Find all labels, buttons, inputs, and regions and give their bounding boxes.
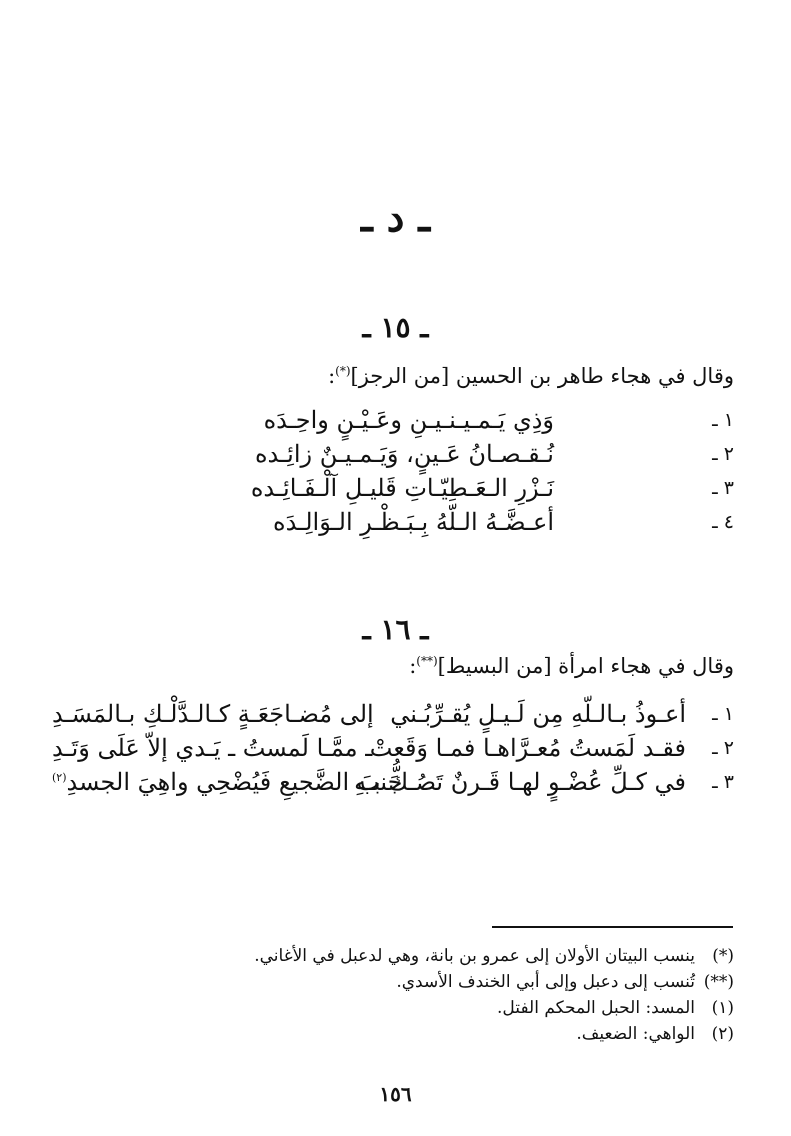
footnote-ref: (**) bbox=[416, 654, 438, 668]
poem-16-verses bbox=[0, 700, 791, 802]
verse-number: ٢ ـ bbox=[712, 737, 734, 759]
footnote-ref: (٢) bbox=[52, 771, 67, 784]
verse-first-hemistich: فقـد لَمَستُ مُعـرَّاهـا فمـا وَقَعتْ bbox=[369, 734, 686, 762]
verse-row bbox=[0, 700, 791, 734]
verse-second-hemistich bbox=[52, 734, 372, 762]
verse-row bbox=[0, 734, 791, 768]
footnote bbox=[0, 972, 791, 998]
footnote-mark: (١) bbox=[711, 998, 734, 1018]
verse-text: نَـزْرِ الـعَـطِيّـاتِ قَليـلِ آلْـفَـائِـده bbox=[250, 474, 554, 502]
footnote-ref: (*) bbox=[335, 364, 351, 378]
intro-text: وقال في هجاء طاهر بن الحسين [من الرجز] bbox=[350, 364, 734, 388]
verse-row bbox=[0, 440, 791, 474]
verse-row bbox=[0, 474, 791, 508]
verse-number: ١ ـ bbox=[712, 409, 734, 431]
verse-text: أعـضَّـهُ الـلّهُ بِـبَـظْـرِ الـوَالِـدَه bbox=[273, 508, 554, 536]
footnote-mark: (**) bbox=[703, 972, 734, 992]
poem-15-intro bbox=[328, 364, 734, 389]
footnote-text: المسد: الحبل المحكم الفتل. bbox=[497, 998, 695, 1018]
intro-colon: : bbox=[328, 364, 336, 388]
poem-16-intro bbox=[409, 654, 734, 679]
intro-colon: : bbox=[409, 654, 417, 678]
footnote-text: ينسب البيتان الأولان إلى عمرو بن بانة، وهي لدعبل في الأغاني. bbox=[254, 946, 695, 966]
verse-row bbox=[0, 406, 791, 440]
page-number: ١٥٦ bbox=[379, 1082, 412, 1106]
hemistich-text: ـ ممَّـا لَمستُ ـ يَـدي إلاّ عَلَى وَتَـدِ bbox=[52, 734, 373, 762]
verse-number: ١ ـ bbox=[712, 703, 734, 725]
footnote-mark: (٢) bbox=[711, 1024, 734, 1044]
verse-second-hemistich bbox=[52, 768, 402, 796]
verse-number: ٢ ـ bbox=[712, 443, 734, 465]
verse-row bbox=[0, 768, 791, 802]
verse-text: نُـقـصـانُ عَـينٍ، وَيَـمـيـنٌ زائِـده bbox=[254, 440, 554, 468]
poem-number-15: ـ ١٥ ـ bbox=[362, 311, 429, 344]
footnote-separator bbox=[492, 926, 733, 928]
footnote bbox=[0, 946, 791, 972]
footnote bbox=[0, 1024, 791, 1050]
footnotes bbox=[0, 946, 791, 1050]
hemistich-text: جَنبَ الضَّجيعِ فَيُضْحِي واهِيَ الجسدِ bbox=[66, 768, 403, 796]
verse-number: ٣ ـ bbox=[712, 477, 734, 499]
poem-15-verses bbox=[0, 406, 791, 542]
verse-text: وَذِي يَـمـيـنـيـنِ وعَـيْـنٍ واحِـدَه bbox=[263, 406, 554, 434]
footnote-text: تُنسب إلى دعبل وإلى أبي الخندف الأسدي. bbox=[396, 972, 695, 992]
verse-second-hemistich bbox=[52, 700, 374, 728]
verse-first-hemistich: أعـوذُ بـالـلّهِ مِن لَـيـلٍ يُقـرِّبُـني bbox=[390, 700, 686, 728]
footnote bbox=[0, 998, 791, 1024]
intro-text: وقال في هجاء امرأة [من البسيط] bbox=[437, 654, 734, 678]
poem-number-16: ـ ١٦ ـ bbox=[362, 613, 429, 646]
verse-number: ٤ ـ bbox=[712, 511, 734, 533]
letter-heading: ـ د ـ bbox=[360, 194, 431, 241]
footnote-text: الواهي: الضعيف. bbox=[576, 1024, 695, 1044]
footnote-mark: (*) bbox=[712, 946, 734, 966]
hemistich-text: إلى مُضـاجَعَـةٍ كـالـدَّلْـكِ بـالمَسَـدِ bbox=[52, 700, 374, 728]
verse-row bbox=[0, 508, 791, 542]
verse-number: ٣ ـ bbox=[712, 771, 734, 793]
verse-first-hemistich: في كـلِّ عُضْـوٍ لهـا قَـرنٌ تَصُـكُّ بـهِ bbox=[354, 768, 686, 796]
